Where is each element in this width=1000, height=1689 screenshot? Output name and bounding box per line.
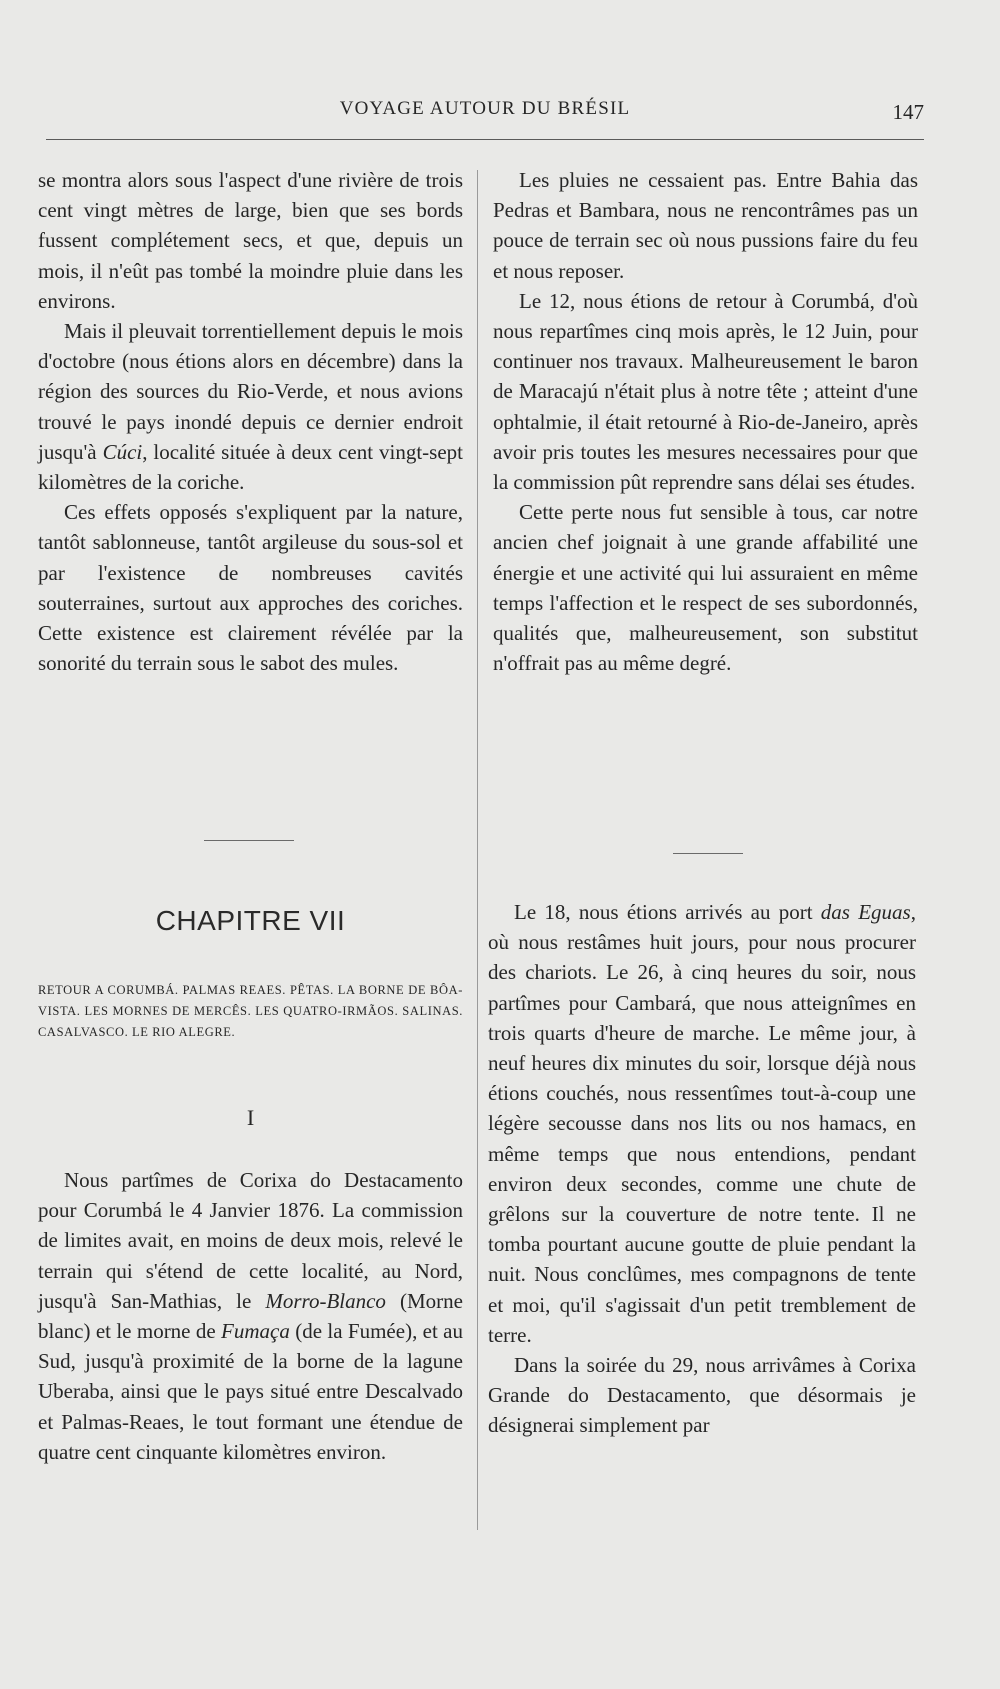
text-run: , où nous restâmes huit jours, pour nous procurer des chariots. Le 26, à cinq heures du soir, nous partîmes pour Cambará, que nous atteignîmes en trois quarts d'heure de marche. Le même jour, à neuf heures dix minutes du soir, lorsque déjà nous étions couchés, nous ressentîmes tout-à-coup une légère secousse dans nos lits ou nos hamacs, en même temps que nous entendions, pendant environ deux secondes, comme une chute de grêlons sur la couverture de notre tente. Il ne tomba pourtant aucune goutte de pluie pendant la nuit. Nous conclûmes, mes compagnons de tente et moi, qu'il s'agissait d'un petit tremblement de terre. xyxy=(488,900,916,1347)
text-run: (de la Fumée), et au Sud, jusqu'à proximité de la borne de la lagune Uberaba, ainsi que le pays situé entre Descalvado et Palmas-Reaes, le tout formant une étendue de quatre cent cinquante kilomètres environ. xyxy=(38,1319,464,1464)
paragraph: Les pluies ne cessaient pas. Entre Bahia das Pedras et Bambara, nous ne rencontrâmes pas un pouce de terrain sec où nous pussions faire du feu et nous reposer. xyxy=(493,168,918,283)
column-divider xyxy=(477,170,478,1530)
paragraph: Ces effets opposés s'expliquent par la nature, tantôt sablonneuse, tantôt argileuse du sous-sol et par l'existence de nombreuses cavités souterraines, surtout aux approches des coriches. Cette existence est clairement révélée par la sonorité du terrain sous le sabot des mules. xyxy=(38,500,463,676)
italic-place-name: Fumaça xyxy=(221,1319,290,1344)
section-numeral: I xyxy=(246,1105,255,1130)
italic-place-name: das Eguas xyxy=(820,900,911,924)
paragraph: se montra alors sous l'aspect d'une rivière de trois cent vingt mètres de large, bien que ses bords fussent complétement secs, et que, depuis un mois, il n'eût pas tombé la moindre pluie dans les environs. xyxy=(38,168,463,313)
header-rule xyxy=(46,139,924,140)
running-title: VOYAGE AUTOUR DU BRÉSIL xyxy=(339,98,631,119)
paragraph xyxy=(38,1165,463,1467)
left-column-bottom xyxy=(38,1165,463,1467)
paragraph: Dans la soirée du 29, nous arrivâmes à Corixa Grande do Destacamento, que désormais je désignerai simplement par xyxy=(488,1353,916,1438)
italic-place-name: Cúci xyxy=(102,439,143,464)
chapter-title: CHAPITRE VII xyxy=(155,905,346,936)
text-run: , localité située à deux cent vingt-sept kilomètres de la coriche. xyxy=(38,439,463,495)
text-run: Le 18, nous étions arrivés au port xyxy=(514,900,821,924)
page-number: 147 xyxy=(892,100,924,124)
text-run: Nous partîmes de Corixa do Destacamento pour Corumbá le 4 Janvier 1876. La commission de limites avait, en moins de deux mois, relevé le terrain qui s'étend de cette localité, au Nord, jusqu'à San-Mathias, le xyxy=(38,1168,463,1313)
chapter-summary: RETOUR A CORUMBÁ. PALMAS REAES. PÊTAS. LA BORNE DE BÔA-VISTA. LES MORNES DE MERCÊS. LES QUATRO-IRMÃOS. SALINAS. CASALVASCO. LE RIO ALEGRE. xyxy=(38,983,463,1039)
text-run: Mais il pleuvait torrentiellement depuis le mois d'octobre (nous étions alors en décembre) dans la région des sources du Rio-Verde, et nous avions trouvé le pays inondé depuis ce dernier endroit jusqu'à xyxy=(38,319,463,464)
italic-place-name: Morro-Blanco xyxy=(265,1288,386,1313)
paragraph: Le 12, nous étions de retour à Corumbá, d'où nous repartîmes cinq mois après, le 12 Juin, pour continuer nos travaux. Malheureusement le baron de Maracajú n'était plus à notre tête ; atteint d'une ophtalmie, il était retourné à Rio-de-Janeiro, après avoir pris toutes les mesures necessaires pour que la commission pût reprendre sans délai ses études. xyxy=(493,288,918,495)
paragraph xyxy=(38,316,463,497)
paragraph: Cette perte nous fut sensible à tous, car notre ancien chef joignait à une grande affabilité une énergie et une activité qui lui assuraient en même temps l'affection et le respect de ses subordonnés, qualités que, malheureusement, son substitut n'offrait pas au même degré. xyxy=(493,500,918,676)
text-run: (Morne blanc) et le morne de xyxy=(38,1288,463,1344)
right-column-bottom xyxy=(488,897,916,1441)
left-column-top xyxy=(38,165,463,678)
section-rule xyxy=(204,840,294,841)
section-rule xyxy=(673,853,743,854)
right-column-top xyxy=(493,165,918,678)
paragraph xyxy=(488,897,916,1350)
page-header xyxy=(46,96,924,136)
